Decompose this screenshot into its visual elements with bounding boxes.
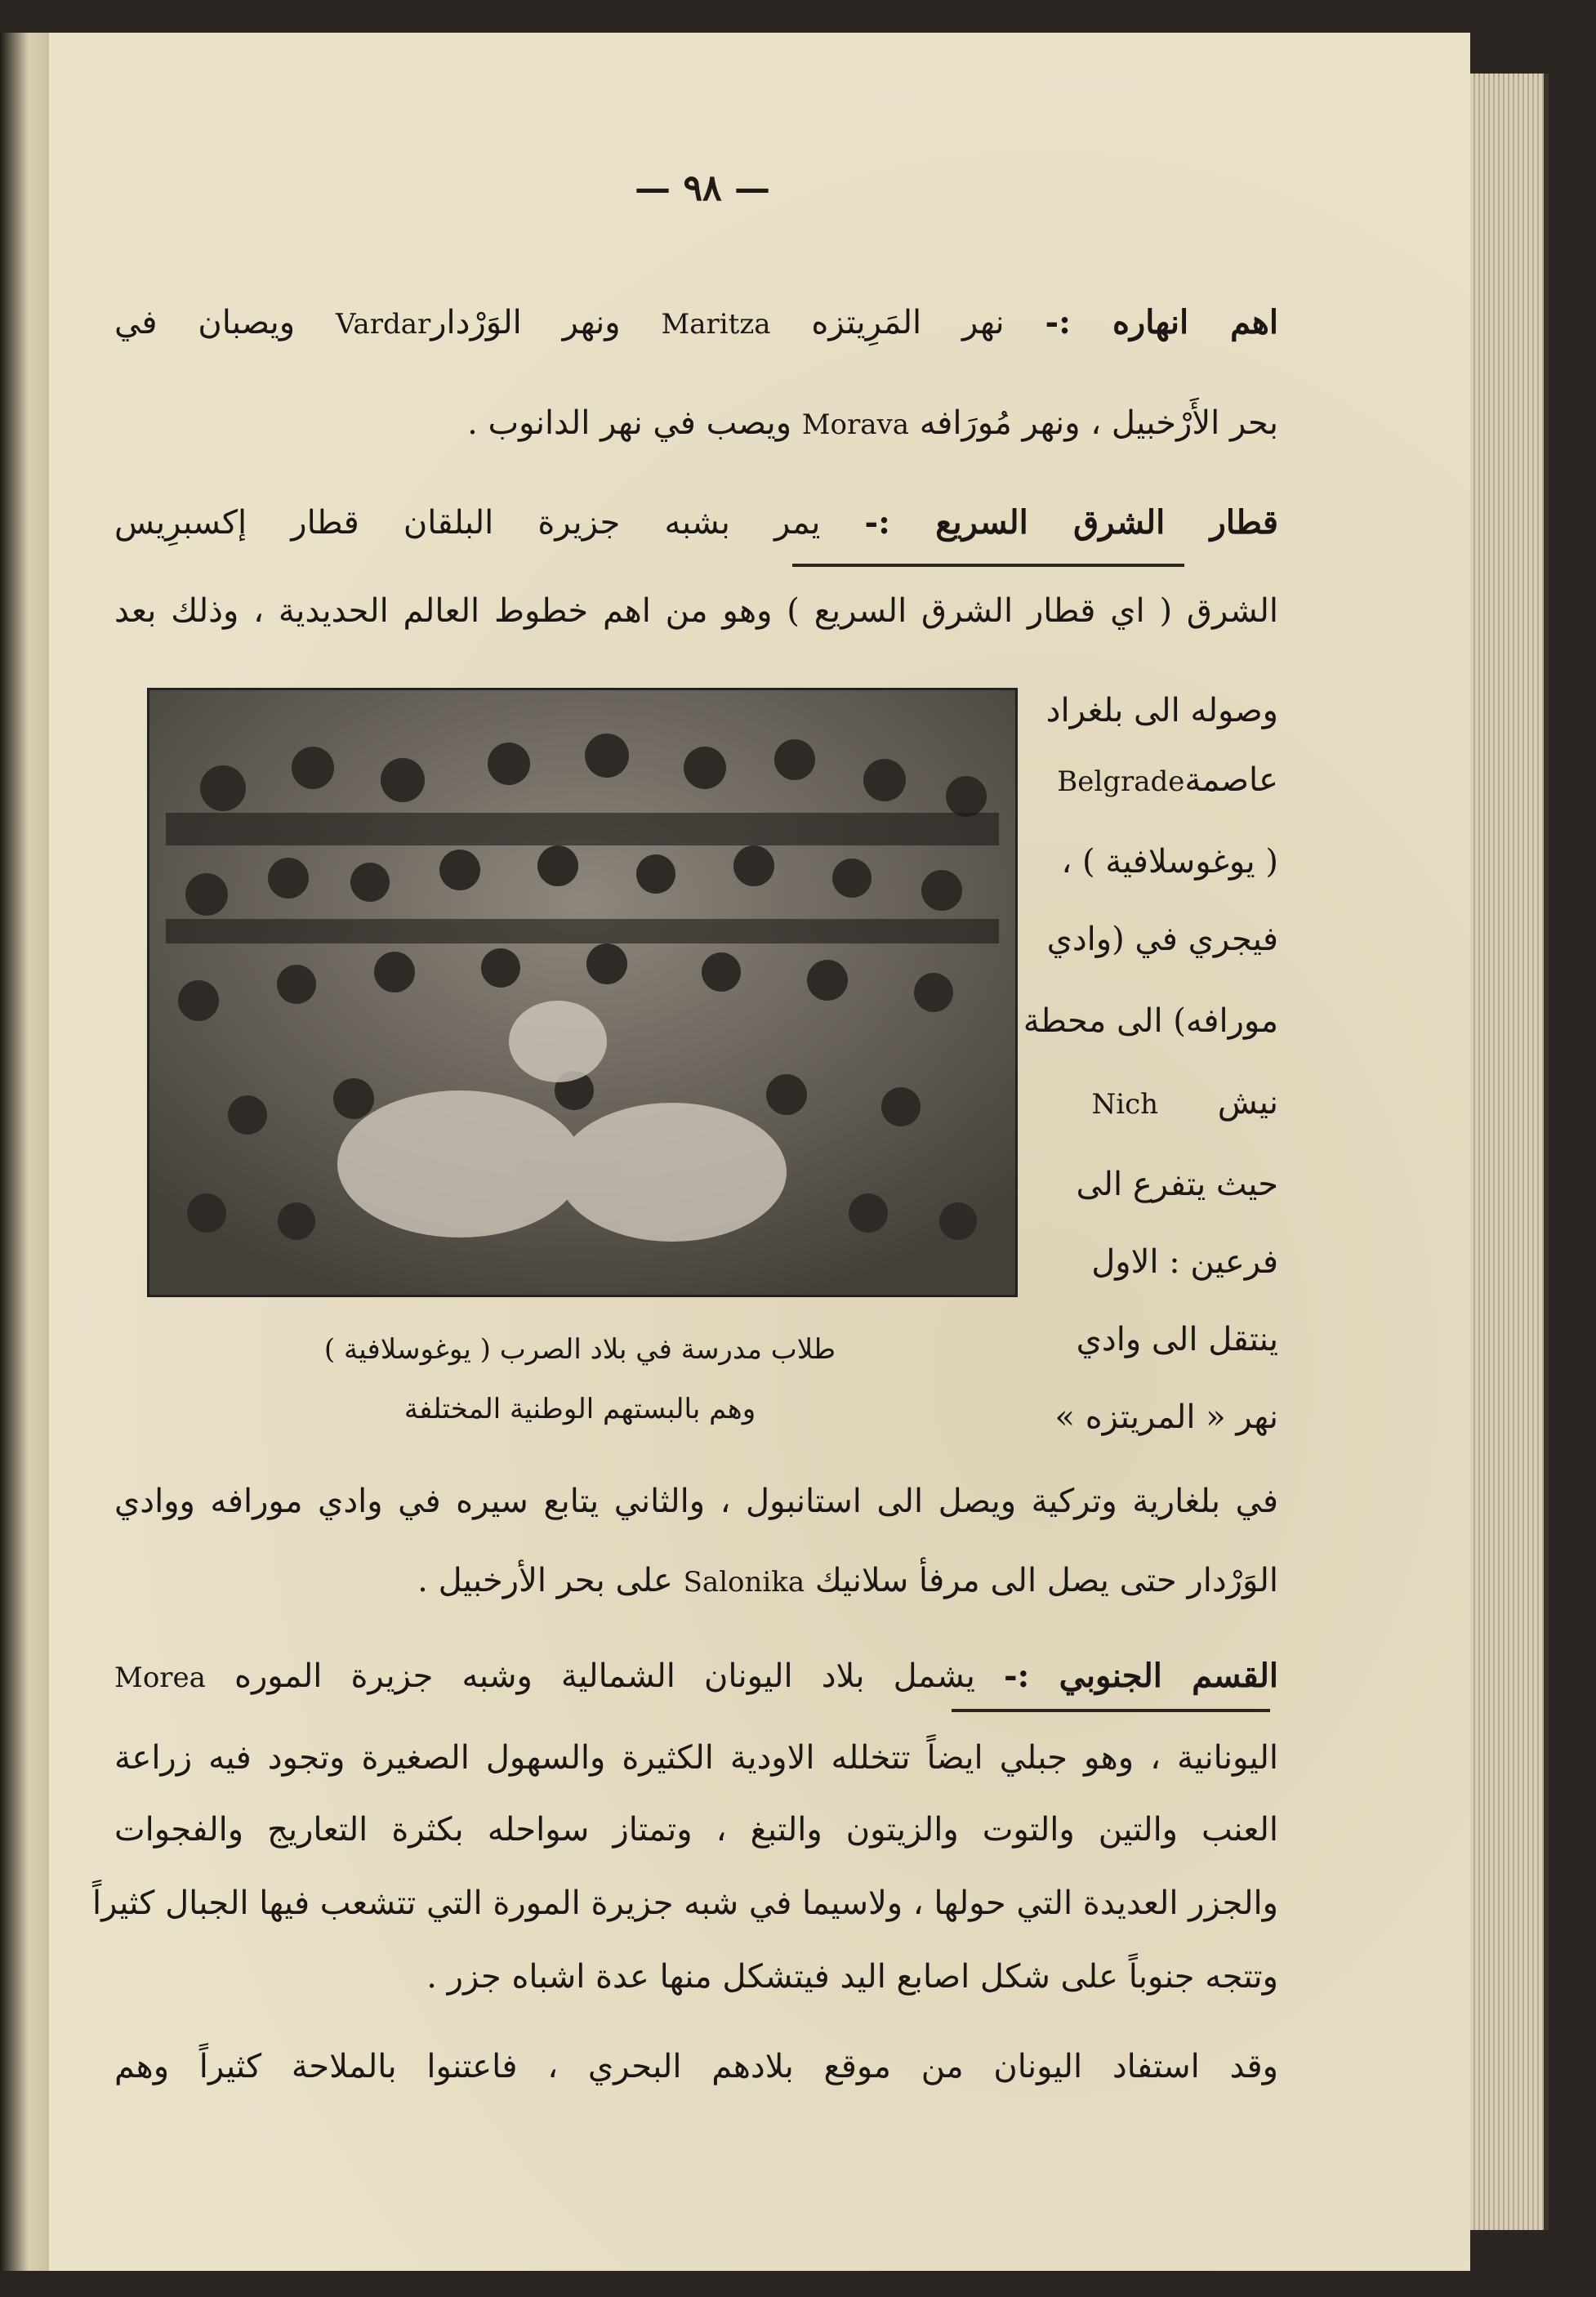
text-line: والجزر العديدة التي حولها ، ولاسيما في شبه جزيرة المورة التي تتشعب فيها الجبال كثيراً xyxy=(92,1884,1278,1922)
photo-caption-line2: وهم بالبستهم الوطنية المختلفة xyxy=(403,1393,756,1425)
text-line: القسم الجنوبي :- يشمل بلاد اليونان الشمالية وشبه جزيرة الموره Morea xyxy=(114,1657,1279,1695)
text-line: اليونانية ، وهو جبلي ايضاً تتخلله الاودية الكثيرة والسهول الصغيرة وتجود فيه زراعة xyxy=(114,1739,1278,1777)
side-text-line: حيث يتفرع الى xyxy=(1076,1166,1278,1203)
section-heading-southern: القسم الجنوبي :- xyxy=(1003,1657,1279,1695)
heading-underline xyxy=(952,1709,1270,1712)
text-line: العنب والتين والتوت والزيتون والتبغ ، وتمتاز سواحله بكثرة التعاريج والفجوات xyxy=(114,1811,1278,1849)
side-text-line: مورافه) الى محطة xyxy=(1023,1002,1278,1040)
section-heading-express: قطار الشرق السريع :- xyxy=(864,503,1278,542)
text-line: بحر الأَرْخبيل ، ونهر مُورَافه Morava ويصب في نهر الدانوب . xyxy=(467,404,1278,442)
side-text-line: وصوله الى بلغراد xyxy=(1045,692,1278,729)
side-text-line: فرعين : الاول xyxy=(1091,1243,1278,1281)
side-text-line: ينتقل الى وادي xyxy=(1076,1321,1278,1358)
heading-underline xyxy=(792,564,1184,567)
photo-image xyxy=(149,690,1015,1295)
text-line: وقد استفاد اليونان من موقع بلادهم البحري ، فاعتنوا بالملاحة كثيراً وهم xyxy=(114,2048,1278,2085)
side-text-line: ( يوغوسلافية ) ، xyxy=(1061,843,1278,881)
side-text-line: فيجري في (وادي xyxy=(1046,921,1278,958)
page-number: — ٩٨ — xyxy=(635,167,770,209)
side-text-line: نيش Nich xyxy=(1091,1084,1278,1122)
side-text-line: عاصمةBelgrade xyxy=(1057,761,1278,799)
section-heading-rivers: اهم انهاره :- xyxy=(1045,303,1279,341)
book-gutter xyxy=(0,33,52,2271)
photo-caption-line1: طلاب مدرسة في بلاد الصرب ( يوغوسلافية ) xyxy=(323,1333,836,1366)
page-edges xyxy=(1470,74,1549,2230)
school-students-photo xyxy=(147,688,1018,1297)
text-line: الوَرْدار حتى يصل الى مرفأ سلانيك Salonika على بحر الأرخبيل . xyxy=(417,1562,1278,1599)
text-line: قطار الشرق السريع :- يمر بشبه جزيرة البلقان قطار إكسبرِيس xyxy=(114,503,1278,542)
text-line: الشرق ( اي قطار الشرق السريع ) وهو من اهم خطوط العالم الحديدية ، وذلك بعد xyxy=(114,592,1278,630)
text-line: اهم انهاره :- نهر المَرِيتزه Maritza ونهر الوَرْدارVardar ويصبان في xyxy=(114,303,1279,341)
text-line: في بلغارية وتركية ويصل الى استانبول ، والثاني يتابع سيره في وادي مورافه ووادي xyxy=(114,1483,1278,1520)
side-text-line: نهر « المريتزه » xyxy=(1054,1398,1278,1436)
text-line: وتتجه جنوباً على شكل اصابع اليد فيتشكل منها عدة اشباه جزر . xyxy=(426,1958,1278,1996)
